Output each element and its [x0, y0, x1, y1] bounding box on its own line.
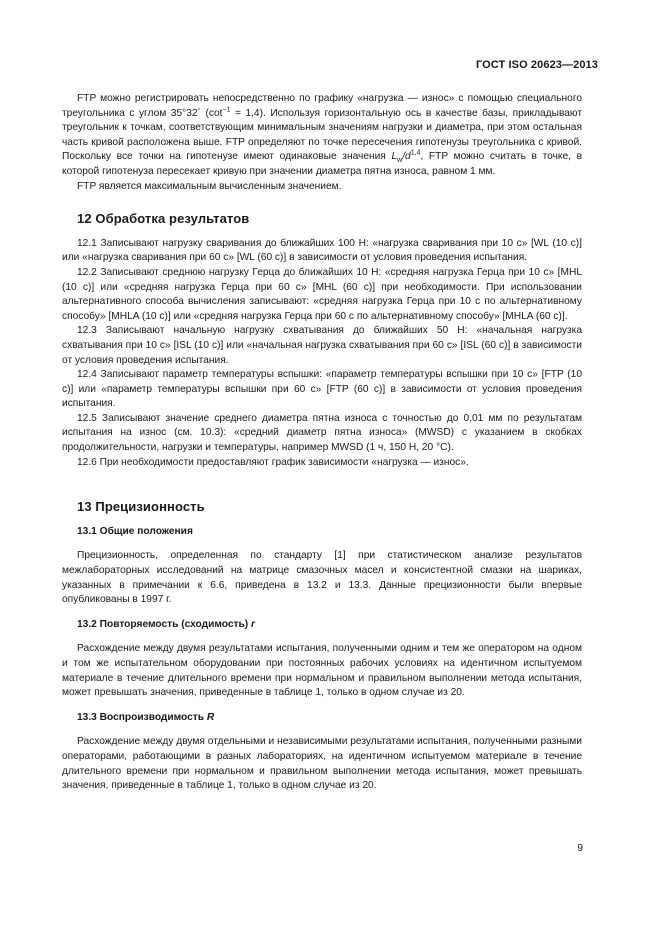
subsection-title-text: 13.3 Воспроизводимость	[77, 711, 207, 723]
subsection-13-2-text: Расхождение между двумя результатами испытания, полученными одним и тем же оператором на одном и том же испытательном оборудовании при постоянных рабочих условиях на идентичном испытуемом материале в течение длительного времени при нормальном и правильном выполнении метода испытания, может превышать значения, приведенные в таблице 1, только в одном случае из 20.	[62, 643, 582, 699]
item-12-6: 12.6 При необходимости предоставляют график зависимости «нагрузка — износ».	[77, 456, 469, 468]
subsection-13-2-title	[77, 618, 582, 633]
symbol-L: L	[391, 151, 398, 163]
subsection-13-1-text: Прецизионность, определенная по стандарту [1] при статистическом анализе результатов межлабораторных исследований на матрице смазочных масел и консистентной смазки на шариках, указанных в примечании к 6.6, приведена в 13.2 и 13.3. Данные прецизионности были впервые опубликованы в 1997 г.	[62, 550, 582, 606]
subsection-13-3-text: Расхождение между двумя отдельными и независимыми результатами испытания, полученными разными операторами, работающими в разных лабораториях, на идентичном испытуемом материале в течение длительного времени при нормальном и правильном выполнении метода испытания, может превышать значения, приведенные в таблице 1, только в одном случае из 20.	[62, 736, 582, 792]
superscript: −1	[222, 106, 231, 114]
superscript: 1,4	[410, 149, 421, 157]
subsection-title-text: 13.2 Повторяемость (сходимость)	[77, 618, 251, 630]
item-12-5: 12.5 Записывают значение среднего диаметра пятна износа с точностью до 0,01 мм по результатам испытания на износ (см. 10.3): «средний диаметр пятна износа» (MWSD) с указанием в скобках продолжительности, нагрузки и температуры, например MWSD (1 ч, 150 Н, 20 °C).	[62, 412, 582, 454]
text-fragment: , FTP можно считать в точке, в которой гипотенуза пересекает кривую при значении диаметра пятна износа, равном 1 мм.	[62, 151, 582, 177]
symbol-d: /d	[402, 151, 411, 163]
symbol-R: R	[206, 711, 215, 723]
item-12-3: 12.3 Записывают начальную нагрузку схватывания до ближайших 50 Н: «начальная нагрузка схватывания при 10 с» [ISL (10 с)] или «начальная нагрузка схватывания при 60 с» [ISL (60 с)] в зависимости от условия проведения испытания.	[62, 325, 582, 366]
subsection-13-3-title	[77, 711, 582, 726]
standard-header: ГОСТ ISO 20623—2013	[475, 59, 598, 71]
document-body	[62, 92, 582, 794]
item-12-2: 12.2 Записывают среднюю нагрузку Герца до ближайших 10 Н: «средняя нагрузка Герца при 10 с» [MHL (10 с)] или «средняя нагрузка Герца при 60 с» [MHL (60 с)] при необходимости. При использовании альтернативного способа вычисления записывают: «средняя нагрузка Герца при 10 с по альтернативному способу» [MHLA (10 с)] или «средняя нагрузка Герца при 60 с по альтернативному способу» [MHLA (60 с)].	[62, 266, 582, 322]
ftp-max-paragraph: FTP является максимальным вычисленным значением.	[77, 180, 342, 192]
subsection-13-1-title: 13.1 Общие положения	[77, 525, 193, 537]
ftp-paragraph	[62, 92, 582, 180]
subscript: w	[397, 157, 403, 165]
page-number: 9	[577, 843, 583, 854]
text-fragment: FTP можно регистрировать непосредственно по графику «нагрузка — износ» с помощью специального треугольника с углом 35°32´ (cot	[62, 93, 582, 119]
symbol-r: r	[251, 618, 255, 630]
section-12-title: 12 Обработка результатов	[77, 211, 250, 227]
item-12-1: 12.1 Записывают нагрузку сваривания до ближайших 100 Н: «нагрузка сваривания при 10 с» [WL (10 с)] или «нагрузка сваривания при 60 с» [WL (60 с)] в зависимости от условия проведения испытания.	[62, 237, 582, 264]
section-13-title: 13 Прецизионность	[77, 499, 205, 515]
item-12-4: 12.4 Записывают параметр температуры вспышки: «параметр температуры вспышки при 10 с» [FTP (10 с)] или «параметр температуры вспышки при 60 с» [FTP (60 с)] в зависимости от условия проведения испытания.	[62, 369, 582, 410]
text-fragment: = 1,4). Используя горизонтальную ось в качестве базы, прикладывают треугольник к точкам, соответствующим минимальным значениям нагрузки и диаметра, при этом остальная часть кривой расположена выше. FTP определяют по точке пересечения гипотенузы треугольника с кривой. Поскольку все точки на гипотенузе имеют одинаковые значения	[62, 107, 582, 163]
